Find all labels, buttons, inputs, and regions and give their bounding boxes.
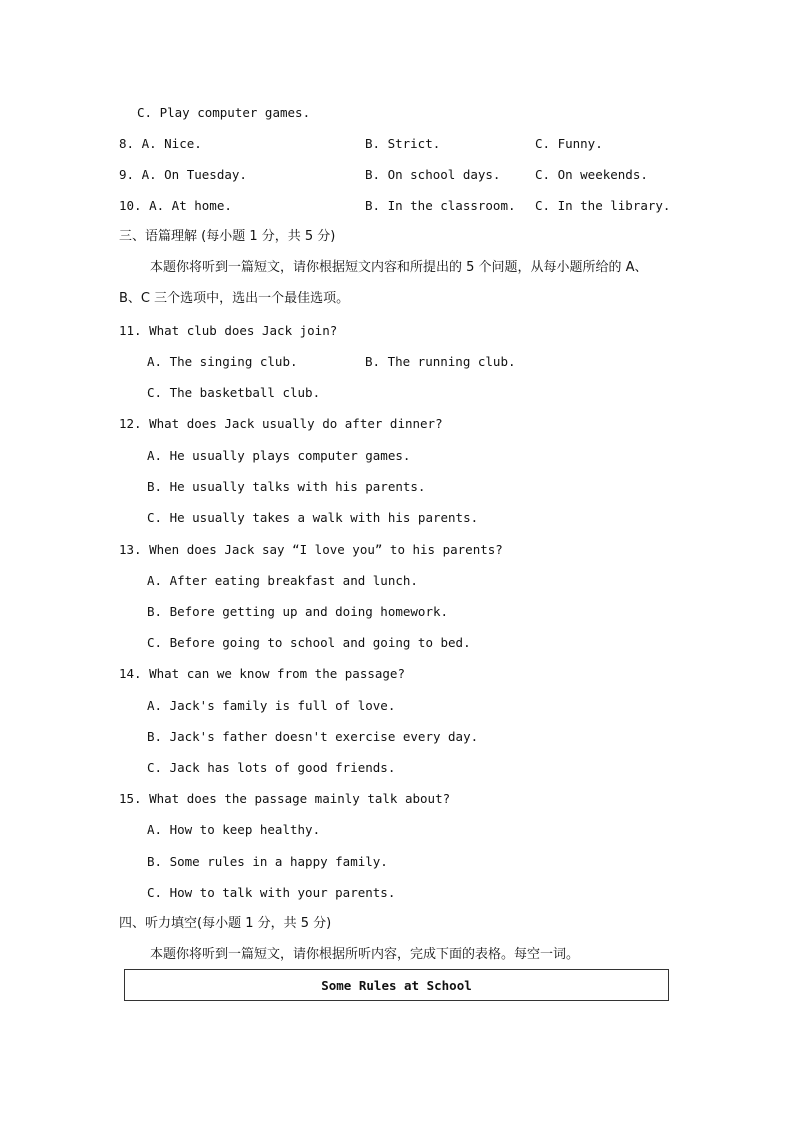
q12-question: 12. What does Jack usually do after dinner?	[119, 416, 443, 431]
q15-option-b: B. Some rules in a happy family.	[147, 854, 388, 869]
q8-option-b: B. Strict.	[365, 136, 441, 151]
q10-option-c: C. In the library.	[535, 198, 671, 213]
q7-option-c: C. Play computer games.	[137, 105, 311, 120]
section3-instruction-line2: B、C 三个选项中，选出一个最佳选项。	[119, 291, 350, 306]
q13-option-a: A. After eating breakfast and lunch.	[147, 573, 418, 588]
q11-option-b: B. The running club.	[365, 354, 516, 369]
table-title: Some Rules at School	[321, 977, 472, 993]
q14-option-b: B. Jack's father doesn't exercise every day.	[147, 729, 479, 744]
section4-instruction: 本题你将听到一篇短文，请你根据所听内容，完成下面的表格。每空一词。	[150, 947, 580, 962]
q11-option-a: A. The singing club.	[147, 354, 298, 369]
q14-option-a: A. Jack's family is full of love.	[147, 698, 396, 713]
q12-option-a: A. He usually plays computer games.	[147, 448, 411, 463]
q10-option-a: 10. A. At home.	[119, 198, 232, 213]
q15-option-a: A. How to keep healthy.	[147, 822, 321, 837]
q9-option-a: 9. A. On Tuesday.	[119, 167, 247, 182]
q8-option-c: C. Funny.	[535, 136, 603, 151]
section4-heading: 四、听力填空(每小题 1 分，共 5 分)	[119, 916, 332, 931]
q15-option-c: C. How to talk with your parents.	[147, 885, 396, 900]
section3-instruction-line1: 本题你将听到一篇短文，请你根据短文内容和所提出的 5 个问题，从每小题所给的 A、	[150, 260, 648, 275]
q15-question: 15. What does the passage mainly talk about?	[119, 791, 451, 806]
q8-option-a: 8. A. Nice.	[119, 136, 202, 151]
q14-option-c: C. Jack has lots of good friends.	[147, 760, 396, 775]
section3-heading: 三、语篇理解 (每小题 1 分，共 5 分)	[119, 229, 336, 244]
q13-option-b: B. Before getting up and doing homework.	[147, 604, 449, 619]
q9-option-b: B. On school days.	[365, 167, 501, 182]
q12-option-c: C. He usually takes a walk with his parents.	[147, 510, 479, 525]
q14-question: 14. What can we know from the passage?	[119, 666, 405, 681]
q13-question: 13. When does Jack say “I love you” to his parents?	[119, 542, 503, 557]
q10-option-b: B. In the classroom.	[365, 198, 516, 213]
q11-option-c: C. The basketball club.	[147, 385, 321, 400]
q13-option-c: C. Before going to school and going to bed.	[147, 635, 471, 650]
q11-question: 11. What club does Jack join?	[119, 323, 338, 338]
q12-option-b: B. He usually talks with his parents.	[147, 479, 426, 494]
rules-table	[124, 969, 669, 1001]
q9-option-c: C. On weekends.	[535, 167, 648, 182]
